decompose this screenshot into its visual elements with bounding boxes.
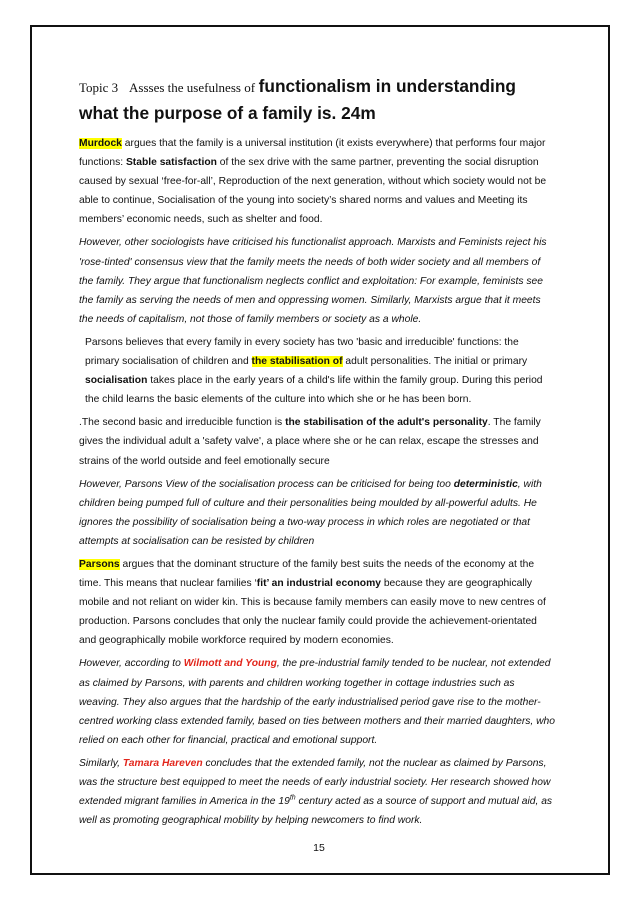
superscript: th: [289, 794, 296, 802]
page-number: 15: [313, 842, 325, 854]
topic-label: Topic 3: [79, 80, 119, 95]
bold-term: Stable satisfaction: [125, 157, 217, 169]
text-span: adult personalities. The initial or primary: [342, 356, 528, 368]
text-span: because they are geographically mobile and not reliant on wider kin. This is because family members can easily move to new centres of production. Parsons concludes that only the nuclear family could provide the achievement-orientated and geographically mobile workforce required by modern economies.: [79, 578, 546, 647]
highlight-murdock: Murdock: [79, 138, 122, 149]
text-span: of the sex drive with the same partner, preventing the social disruption caused by sexual ‘free-for-all’, Reproduction of the next generation, without which society would not be able to continue, Socialisation of the young into society’s shared norms and values and Meeting its members’ economic needs, such as shelter and food.: [79, 157, 547, 226]
title-prefix: Assses the usefulness of: [129, 80, 256, 95]
text-span: . The family gives the individual adult a 'safety valve', a place where she or he can relax, escape the stresses and strains of the world outside and feel emotionally secure: [79, 417, 541, 467]
paragraph-parsons-fit-thesis: [79, 555, 555, 650]
paragraph-critique-deterministic: [79, 475, 555, 551]
paragraph-critique-marxist-feminist: However, other sociologists have criticised his functionalist approach. Marxists and Feminists reject his 'rose-tinted' consensus view that the family meets the needs of both wider society and all members of the family. They argue that functionalism neglects conflict and exploitation: For example, feminists see the family as serving the needs of men and oppressing women. Similarly, Marxists argue that it meets the needs of capitalism, not those of family members or society as a whole.: [79, 237, 547, 325]
paragraph-second-function: [79, 413, 555, 470]
paragraph-parsons-functions: [79, 333, 555, 409]
paragraph-hareven: [79, 754, 555, 830]
text-span: argues that the dominant structure of the family best suits the needs of the economy at the time. This means that nuclear families ‘: [79, 558, 535, 590]
title-emphasis: functionalism in understanding: [258, 76, 516, 96]
bold-term: fit’ an industrial economy: [256, 578, 381, 590]
paragraph-wilmott-young: [79, 654, 555, 749]
title-line-2: what the purpose of a family is. 24m: [79, 103, 376, 123]
bold-term: socialisation: [85, 375, 148, 387]
text-span: Similarly,: [79, 757, 123, 769]
text-span: .The second basic and irreducible function is: [79, 417, 286, 429]
red-name-hareven: Tamara Hareven: [122, 757, 203, 769]
text-span: , the pre-industrial family tended to be nuclear, not extended as claimed by Parsons, with parents and children working together in cottage industries such as weaving. They also argues that the hardship of the early industrialised period gave rise to the mother-centred working class extended family, based on ties between mothers and their married daughters, who relied on each other for financial, practical and emotional support.: [79, 658, 556, 746]
text-span: century acted as a source of support and mutual aid, as well as promoting geographical mobility by helping newcomers to find work.: [79, 796, 553, 827]
text-span: However, Parsons View of the socialisation process can be criticised for being too: [79, 478, 454, 490]
text-span: takes place in the early years of a child's life within the family group. During this period the child learns the basic elements of the culture into which she or he has been born.: [85, 375, 543, 406]
highlight-parsons: Parsons: [79, 558, 120, 570]
document-body: [79, 76, 555, 834]
text-span: argues that the family is a universal institution (it exists everywhere) that performs four major functions:: [79, 138, 546, 169]
text-span: Parsons believes that every family in every society has two 'basic and irreducible' functions: the primary socialisation of children and: [85, 336, 519, 368]
highlight-stabilisation: the stabilisation of: [251, 356, 343, 368]
text-span: However, according to: [79, 658, 184, 670]
text-span: , with children being pumped full of culture and their personalities being moulded by all-powerful adults. He ignores the possibility of socialisation being a two-way process in which roles are negotiated or that attempts at socialisation can be resisted by children: [79, 478, 542, 547]
text-span: concludes that the extended family, not the nuclear as claimed by Parsons, was the structure best equipped to meet the needs of early industrial society. Her research showed how extended migrant families in America in the 19: [79, 757, 551, 808]
paragraph-murdock: [79, 134, 555, 229]
red-name-wilmott-young: Wilmott and Young: [183, 658, 277, 670]
bold-term: the stabilisation of the adult's personality: [285, 417, 488, 429]
bold-term: deterministic: [453, 478, 518, 490]
title-line-1: [79, 76, 555, 98]
